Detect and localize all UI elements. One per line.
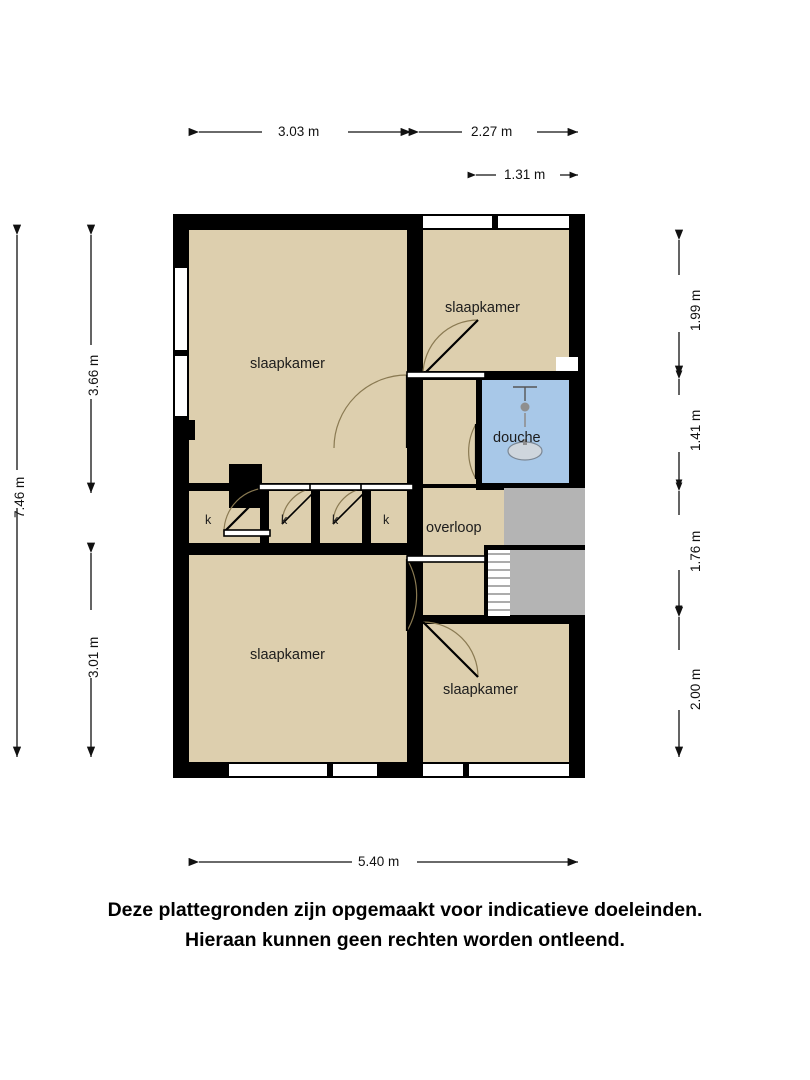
dimension-left-inner-upper: 3.66 m: [86, 354, 101, 396]
closet-label-4: k: [383, 513, 390, 527]
dimension-right-4: 2.00 m: [688, 668, 703, 710]
doors: [173, 214, 585, 778]
room-label-slaapkamer-bottom-right: slaapkamer: [443, 682, 518, 698]
dimension-left-inner-lower: 3.01 m: [86, 636, 101, 678]
dimension-top-inner: 1.31 m: [504, 167, 546, 182]
dimension-right-3: 1.76 m: [688, 530, 703, 572]
disclaimer-line-1: Deze plattegronden zijn opgemaakt voor indicatieve doeleinden.: [107, 899, 703, 921]
dimension-top-right: 2.27 m: [471, 124, 513, 139]
dimension-left-outer-total: 7.46 m: [12, 476, 27, 518]
dimension-right-1: 1.99 m: [688, 289, 703, 331]
closet-label-1: k: [205, 513, 212, 527]
room-label-overloop: overloop: [426, 520, 482, 536]
radiator-niche: [556, 357, 578, 371]
dimension-top-left: 3.03 m: [278, 124, 320, 139]
room-label-slaapkamer-top-right: slaapkamer: [445, 300, 520, 316]
closet-label-2: k: [281, 513, 288, 527]
room-label-slaapkamer-bottom-left: slaapkamer: [250, 647, 325, 663]
closet-label-3: k: [332, 513, 339, 527]
room-label-slaapkamer-top-left: slaapkamer: [250, 356, 325, 372]
dimension-bottom-total: 5.40 m: [358, 854, 400, 869]
disclaimer-line-2: Hieraan kunnen geen rechten worden ontleend.: [185, 929, 625, 951]
disclaimer: [0, 895, 810, 955]
room-label-douche: douche: [493, 430, 541, 446]
dimension-right-2: 1.41 m: [688, 409, 703, 451]
